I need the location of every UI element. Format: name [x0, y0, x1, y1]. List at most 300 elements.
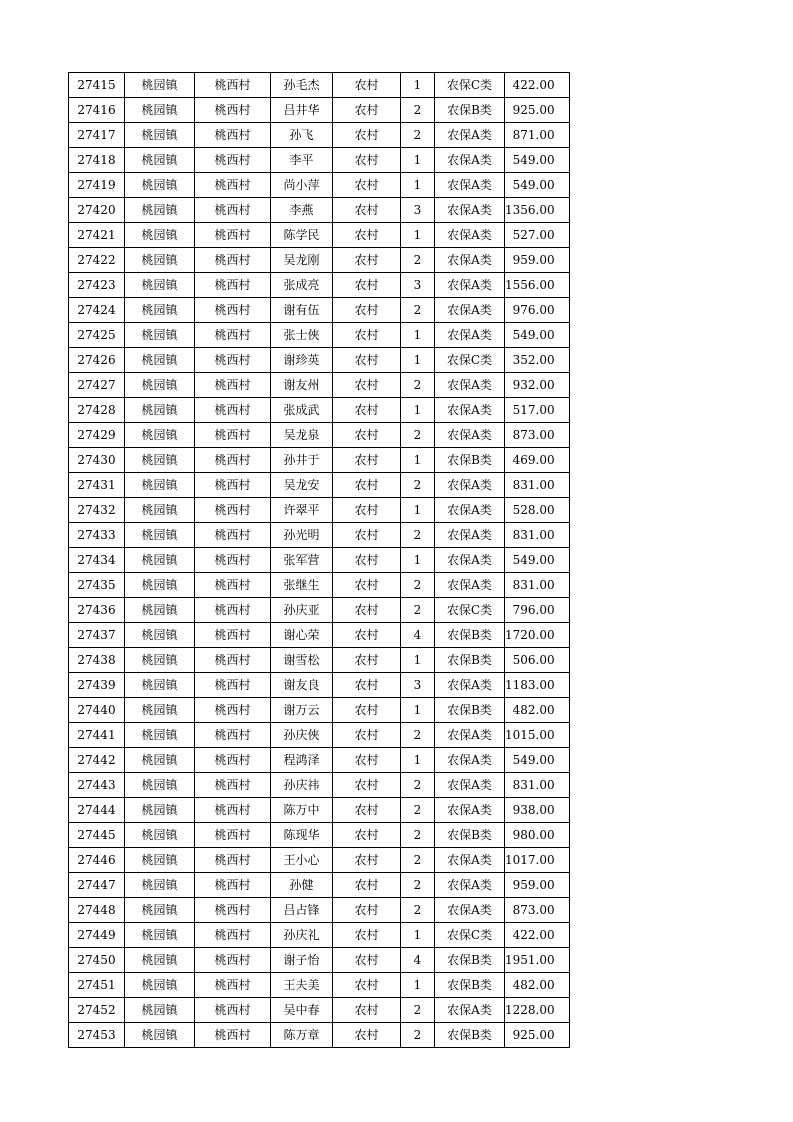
village-cell: 桃西村: [195, 1023, 271, 1048]
category-cell: 农保B类: [435, 948, 505, 973]
village-cell: 桃西村: [195, 373, 271, 398]
table-row: [69, 523, 570, 548]
name-cell: 吕井华: [271, 98, 333, 123]
household-type-cell: 农村: [333, 148, 401, 173]
village-cell: 桃西村: [195, 923, 271, 948]
member-count-cell: 2: [401, 1023, 435, 1048]
name-cell: 孙健: [271, 873, 333, 898]
village-cell: 桃西村: [195, 623, 271, 648]
town-cell: 桃园镇: [125, 998, 195, 1023]
category-cell: 农保A类: [435, 123, 505, 148]
record-no-cell: 27434: [69, 548, 125, 573]
town-cell: 桃园镇: [125, 398, 195, 423]
name-cell: 谢雪松: [271, 648, 333, 673]
village-cell: 桃西村: [195, 398, 271, 423]
record-no-cell: 27429: [69, 423, 125, 448]
table-row: [69, 173, 570, 198]
amount-cell: 352.00: [505, 348, 570, 373]
table-row: [69, 598, 570, 623]
village-cell: 桃西村: [195, 698, 271, 723]
category-cell: 农保B类: [435, 98, 505, 123]
town-cell: 桃园镇: [125, 673, 195, 698]
village-cell: 桃西村: [195, 173, 271, 198]
amount-cell: 831.00: [505, 573, 570, 598]
household-type-cell: 农村: [333, 473, 401, 498]
record-no-cell: 27447: [69, 873, 125, 898]
record-no-cell: 27438: [69, 648, 125, 673]
category-cell: 农保A类: [435, 248, 505, 273]
town-cell: 桃园镇: [125, 273, 195, 298]
member-count-cell: 2: [401, 798, 435, 823]
record-no-cell: 27423: [69, 273, 125, 298]
name-cell: 陈万中: [271, 798, 333, 823]
name-cell: 吴中春: [271, 998, 333, 1023]
village-cell: 桃西村: [195, 573, 271, 598]
record-no-cell: 27445: [69, 823, 125, 848]
record-no-cell: 27443: [69, 773, 125, 798]
town-cell: 桃园镇: [125, 873, 195, 898]
name-cell: 孙庆亚: [271, 598, 333, 623]
amount-cell: 1183.00: [505, 673, 570, 698]
town-cell: 桃园镇: [125, 373, 195, 398]
name-cell: 谢珍英: [271, 348, 333, 373]
member-count-cell: 1: [401, 498, 435, 523]
town-cell: 桃园镇: [125, 948, 195, 973]
amount-cell: 1017.00: [505, 848, 570, 873]
village-cell: 桃西村: [195, 748, 271, 773]
town-cell: 桃园镇: [125, 798, 195, 823]
table-row: [69, 298, 570, 323]
table-row: [69, 673, 570, 698]
village-cell: 桃西村: [195, 548, 271, 573]
record-no-cell: 27422: [69, 248, 125, 273]
name-cell: 王夫美: [271, 973, 333, 998]
table-row: [69, 698, 570, 723]
town-cell: 桃园镇: [125, 823, 195, 848]
record-no-cell: 27431: [69, 473, 125, 498]
category-cell: 农保C类: [435, 598, 505, 623]
amount-cell: 980.00: [505, 823, 570, 848]
table-row: [69, 348, 570, 373]
category-cell: 农保A类: [435, 173, 505, 198]
name-cell: 吴龙刚: [271, 248, 333, 273]
name-cell: 孙庆礼: [271, 923, 333, 948]
town-cell: 桃园镇: [125, 648, 195, 673]
member-count-cell: 2: [401, 873, 435, 898]
table-row: [69, 773, 570, 798]
category-cell: 农保A类: [435, 898, 505, 923]
member-count-cell: 1: [401, 748, 435, 773]
name-cell: 李燕: [271, 198, 333, 223]
household-type-cell: 农村: [333, 348, 401, 373]
town-cell: 桃园镇: [125, 598, 195, 623]
amount-cell: 1015.00: [505, 723, 570, 748]
household-type-cell: 农村: [333, 223, 401, 248]
record-no-cell: 27424: [69, 298, 125, 323]
name-cell: 孙庆俠: [271, 723, 333, 748]
village-cell: 桃西村: [195, 798, 271, 823]
amount-cell: 831.00: [505, 473, 570, 498]
amount-cell: 549.00: [505, 173, 570, 198]
member-count-cell: 2: [401, 823, 435, 848]
member-count-cell: 1: [401, 173, 435, 198]
category-cell: 农保A类: [435, 423, 505, 448]
village-cell: 桃西村: [195, 823, 271, 848]
amount-cell: 925.00: [505, 98, 570, 123]
record-no-cell: 27417: [69, 123, 125, 148]
relief-roster-table: [68, 72, 570, 1048]
member-count-cell: 1: [401, 698, 435, 723]
category-cell: 农保A类: [435, 323, 505, 348]
table-row: [69, 123, 570, 148]
name-cell: 孙毛杰: [271, 73, 333, 98]
village-cell: 桃西村: [195, 273, 271, 298]
table-row: [69, 448, 570, 473]
village-cell: 桃西村: [195, 948, 271, 973]
record-no-cell: 27450: [69, 948, 125, 973]
name-cell: 孙井于: [271, 448, 333, 473]
household-type-cell: 农村: [333, 423, 401, 448]
amount-cell: 873.00: [505, 423, 570, 448]
name-cell: 谢有伍: [271, 298, 333, 323]
household-type-cell: 农村: [333, 948, 401, 973]
table-row: [69, 248, 570, 273]
household-type-cell: 农村: [333, 398, 401, 423]
household-type-cell: 农村: [333, 898, 401, 923]
household-type-cell: 农村: [333, 548, 401, 573]
member-count-cell: 2: [401, 98, 435, 123]
amount-cell: 549.00: [505, 748, 570, 773]
town-cell: 桃园镇: [125, 748, 195, 773]
category-cell: 农保A类: [435, 798, 505, 823]
household-type-cell: 农村: [333, 248, 401, 273]
record-no-cell: 27444: [69, 798, 125, 823]
record-no-cell: 27439: [69, 673, 125, 698]
amount-cell: 925.00: [505, 1023, 570, 1048]
table-body: [69, 73, 570, 1048]
member-count-cell: 2: [401, 723, 435, 748]
household-type-cell: 农村: [333, 323, 401, 348]
table-row: [69, 748, 570, 773]
table-row: [69, 923, 570, 948]
name-cell: 张成亮: [271, 273, 333, 298]
village-cell: 桃西村: [195, 73, 271, 98]
record-no-cell: 27448: [69, 898, 125, 923]
member-count-cell: 2: [401, 848, 435, 873]
household-type-cell: 农村: [333, 698, 401, 723]
household-type-cell: 农村: [333, 773, 401, 798]
record-no-cell: 27442: [69, 748, 125, 773]
amount-cell: 959.00: [505, 248, 570, 273]
household-type-cell: 农村: [333, 973, 401, 998]
table-row: [69, 373, 570, 398]
amount-cell: 831.00: [505, 523, 570, 548]
table-row: [69, 498, 570, 523]
household-type-cell: 农村: [333, 998, 401, 1023]
category-cell: 农保A类: [435, 298, 505, 323]
village-cell: 桃西村: [195, 98, 271, 123]
member-count-cell: 2: [401, 248, 435, 273]
record-no-cell: 27426: [69, 348, 125, 373]
town-cell: 桃园镇: [125, 98, 195, 123]
table-row: [69, 623, 570, 648]
category-cell: 农保B类: [435, 698, 505, 723]
town-cell: 桃园镇: [125, 973, 195, 998]
category-cell: 农保B类: [435, 623, 505, 648]
amount-cell: 976.00: [505, 298, 570, 323]
village-cell: 桃西村: [195, 523, 271, 548]
name-cell: 陈万章: [271, 1023, 333, 1048]
household-type-cell: 农村: [333, 1023, 401, 1048]
category-cell: 农保A类: [435, 198, 505, 223]
village-cell: 桃西村: [195, 348, 271, 373]
category-cell: 农保B类: [435, 1023, 505, 1048]
town-cell: 桃园镇: [125, 448, 195, 473]
table-row: [69, 823, 570, 848]
amount-cell: 831.00: [505, 773, 570, 798]
record-no-cell: 27437: [69, 623, 125, 648]
table-row: [69, 548, 570, 573]
name-cell: 张成武: [271, 398, 333, 423]
village-cell: 桃西村: [195, 223, 271, 248]
record-no-cell: 27418: [69, 148, 125, 173]
amount-cell: 938.00: [505, 798, 570, 823]
record-no-cell: 27453: [69, 1023, 125, 1048]
village-cell: 桃西村: [195, 323, 271, 348]
name-cell: 孙庆祎: [271, 773, 333, 798]
household-type-cell: 农村: [333, 798, 401, 823]
member-count-cell: 1: [401, 148, 435, 173]
town-cell: 桃园镇: [125, 773, 195, 798]
name-cell: 孙光明: [271, 523, 333, 548]
village-cell: 桃西村: [195, 873, 271, 898]
amount-cell: 528.00: [505, 498, 570, 523]
name-cell: 吴龙安: [271, 473, 333, 498]
record-no-cell: 27451: [69, 973, 125, 998]
amount-cell: 1556.00: [505, 273, 570, 298]
town-cell: 桃园镇: [125, 198, 195, 223]
amount-cell: 469.00: [505, 448, 570, 473]
village-cell: 桃西村: [195, 673, 271, 698]
amount-cell: 527.00: [505, 223, 570, 248]
member-count-cell: 2: [401, 598, 435, 623]
town-cell: 桃园镇: [125, 898, 195, 923]
name-cell: 张士俠: [271, 323, 333, 348]
household-type-cell: 农村: [333, 823, 401, 848]
town-cell: 桃园镇: [125, 848, 195, 873]
member-count-cell: 2: [401, 423, 435, 448]
category-cell: 农保B类: [435, 648, 505, 673]
record-no-cell: 27446: [69, 848, 125, 873]
table-row: [69, 973, 570, 998]
name-cell: 张军营: [271, 548, 333, 573]
village-cell: 桃西村: [195, 423, 271, 448]
member-count-cell: 2: [401, 373, 435, 398]
category-cell: 农保A类: [435, 523, 505, 548]
record-no-cell: 27421: [69, 223, 125, 248]
village-cell: 桃西村: [195, 148, 271, 173]
member-count-cell: 2: [401, 298, 435, 323]
town-cell: 桃园镇: [125, 698, 195, 723]
member-count-cell: 2: [401, 898, 435, 923]
category-cell: 农保A类: [435, 373, 505, 398]
village-cell: 桃西村: [195, 198, 271, 223]
town-cell: 桃园镇: [125, 148, 195, 173]
amount-cell: 796.00: [505, 598, 570, 623]
household-type-cell: 农村: [333, 723, 401, 748]
household-type-cell: 农村: [333, 648, 401, 673]
record-no-cell: 27430: [69, 448, 125, 473]
town-cell: 桃园镇: [125, 623, 195, 648]
category-cell: 农保A类: [435, 473, 505, 498]
member-count-cell: 1: [401, 348, 435, 373]
member-count-cell: 2: [401, 573, 435, 598]
amount-cell: 482.00: [505, 698, 570, 723]
village-cell: 桃西村: [195, 848, 271, 873]
village-cell: 桃西村: [195, 298, 271, 323]
category-cell: 农保A类: [435, 748, 505, 773]
name-cell: 谢万云: [271, 698, 333, 723]
household-type-cell: 农村: [333, 598, 401, 623]
member-count-cell: 1: [401, 223, 435, 248]
household-type-cell: 农村: [333, 498, 401, 523]
table-row: [69, 423, 570, 448]
table-row: [69, 898, 570, 923]
amount-cell: 517.00: [505, 398, 570, 423]
household-type-cell: 农村: [333, 73, 401, 98]
table-row: [69, 198, 570, 223]
town-cell: 桃园镇: [125, 548, 195, 573]
household-type-cell: 农村: [333, 623, 401, 648]
town-cell: 桃园镇: [125, 348, 195, 373]
member-count-cell: 1: [401, 398, 435, 423]
category-cell: 农保C类: [435, 73, 505, 98]
village-cell: 桃西村: [195, 723, 271, 748]
table-row: [69, 848, 570, 873]
town-cell: 桃园镇: [125, 173, 195, 198]
amount-cell: 506.00: [505, 648, 570, 673]
record-no-cell: 27441: [69, 723, 125, 748]
town-cell: 桃园镇: [125, 423, 195, 448]
amount-cell: 932.00: [505, 373, 570, 398]
category-cell: 农保A类: [435, 723, 505, 748]
amount-cell: 1228.00: [505, 998, 570, 1023]
village-cell: 桃西村: [195, 473, 271, 498]
member-count-cell: 4: [401, 623, 435, 648]
name-cell: 陈现华: [271, 823, 333, 848]
record-no-cell: 27415: [69, 73, 125, 98]
member-count-cell: 1: [401, 73, 435, 98]
household-type-cell: 农村: [333, 573, 401, 598]
household-type-cell: 农村: [333, 373, 401, 398]
record-no-cell: 27416: [69, 98, 125, 123]
name-cell: 孙飞: [271, 123, 333, 148]
village-cell: 桃西村: [195, 123, 271, 148]
record-no-cell: 27436: [69, 598, 125, 623]
table-row: [69, 798, 570, 823]
member-count-cell: 2: [401, 998, 435, 1023]
village-cell: 桃西村: [195, 248, 271, 273]
amount-cell: 549.00: [505, 323, 570, 348]
name-cell: 谢友良: [271, 673, 333, 698]
table-row: [69, 148, 570, 173]
member-count-cell: 1: [401, 923, 435, 948]
record-no-cell: 27452: [69, 998, 125, 1023]
category-cell: 农保B类: [435, 973, 505, 998]
table-row: [69, 998, 570, 1023]
record-no-cell: 27433: [69, 523, 125, 548]
town-cell: 桃园镇: [125, 248, 195, 273]
name-cell: 许翠平: [271, 498, 333, 523]
household-type-cell: 农村: [333, 123, 401, 148]
category-cell: 农保C类: [435, 348, 505, 373]
table-row: [69, 573, 570, 598]
member-count-cell: 1: [401, 973, 435, 998]
village-cell: 桃西村: [195, 648, 271, 673]
town-cell: 桃园镇: [125, 1023, 195, 1048]
table-row: [69, 223, 570, 248]
member-count-cell: 2: [401, 473, 435, 498]
name-cell: 张继生: [271, 573, 333, 598]
amount-cell: 549.00: [505, 148, 570, 173]
household-type-cell: 农村: [333, 848, 401, 873]
member-count-cell: 3: [401, 198, 435, 223]
record-no-cell: 27435: [69, 573, 125, 598]
town-cell: 桃园镇: [125, 498, 195, 523]
town-cell: 桃园镇: [125, 523, 195, 548]
town-cell: 桃园镇: [125, 323, 195, 348]
category-cell: 农保B类: [435, 823, 505, 848]
amount-cell: 873.00: [505, 898, 570, 923]
village-cell: 桃西村: [195, 448, 271, 473]
member-count-cell: 2: [401, 123, 435, 148]
category-cell: 农保C类: [435, 923, 505, 948]
town-cell: 桃园镇: [125, 473, 195, 498]
category-cell: 农保A类: [435, 398, 505, 423]
record-no-cell: 27449: [69, 923, 125, 948]
member-count-cell: 2: [401, 523, 435, 548]
amount-cell: 1356.00: [505, 198, 570, 223]
record-no-cell: 27425: [69, 323, 125, 348]
household-type-cell: 农村: [333, 673, 401, 698]
category-cell: 农保A类: [435, 848, 505, 873]
amount-cell: 1720.00: [505, 623, 570, 648]
table-row: [69, 723, 570, 748]
table-row: [69, 73, 570, 98]
town-cell: 桃园镇: [125, 298, 195, 323]
member-count-cell: 1: [401, 448, 435, 473]
category-cell: 农保A类: [435, 223, 505, 248]
household-type-cell: 农村: [333, 448, 401, 473]
household-type-cell: 农村: [333, 748, 401, 773]
category-cell: 农保B类: [435, 448, 505, 473]
name-cell: 吴龙泉: [271, 423, 333, 448]
amount-cell: 871.00: [505, 123, 570, 148]
village-cell: 桃西村: [195, 973, 271, 998]
amount-cell: 959.00: [505, 873, 570, 898]
category-cell: 农保A类: [435, 573, 505, 598]
village-cell: 桃西村: [195, 773, 271, 798]
town-cell: 桃园镇: [125, 723, 195, 748]
table-row: [69, 1023, 570, 1048]
amount-cell: 482.00: [505, 973, 570, 998]
table-row: [69, 948, 570, 973]
household-type-cell: 农村: [333, 923, 401, 948]
household-type-cell: 农村: [333, 298, 401, 323]
record-no-cell: 27428: [69, 398, 125, 423]
record-no-cell: 27440: [69, 698, 125, 723]
member-count-cell: 2: [401, 773, 435, 798]
